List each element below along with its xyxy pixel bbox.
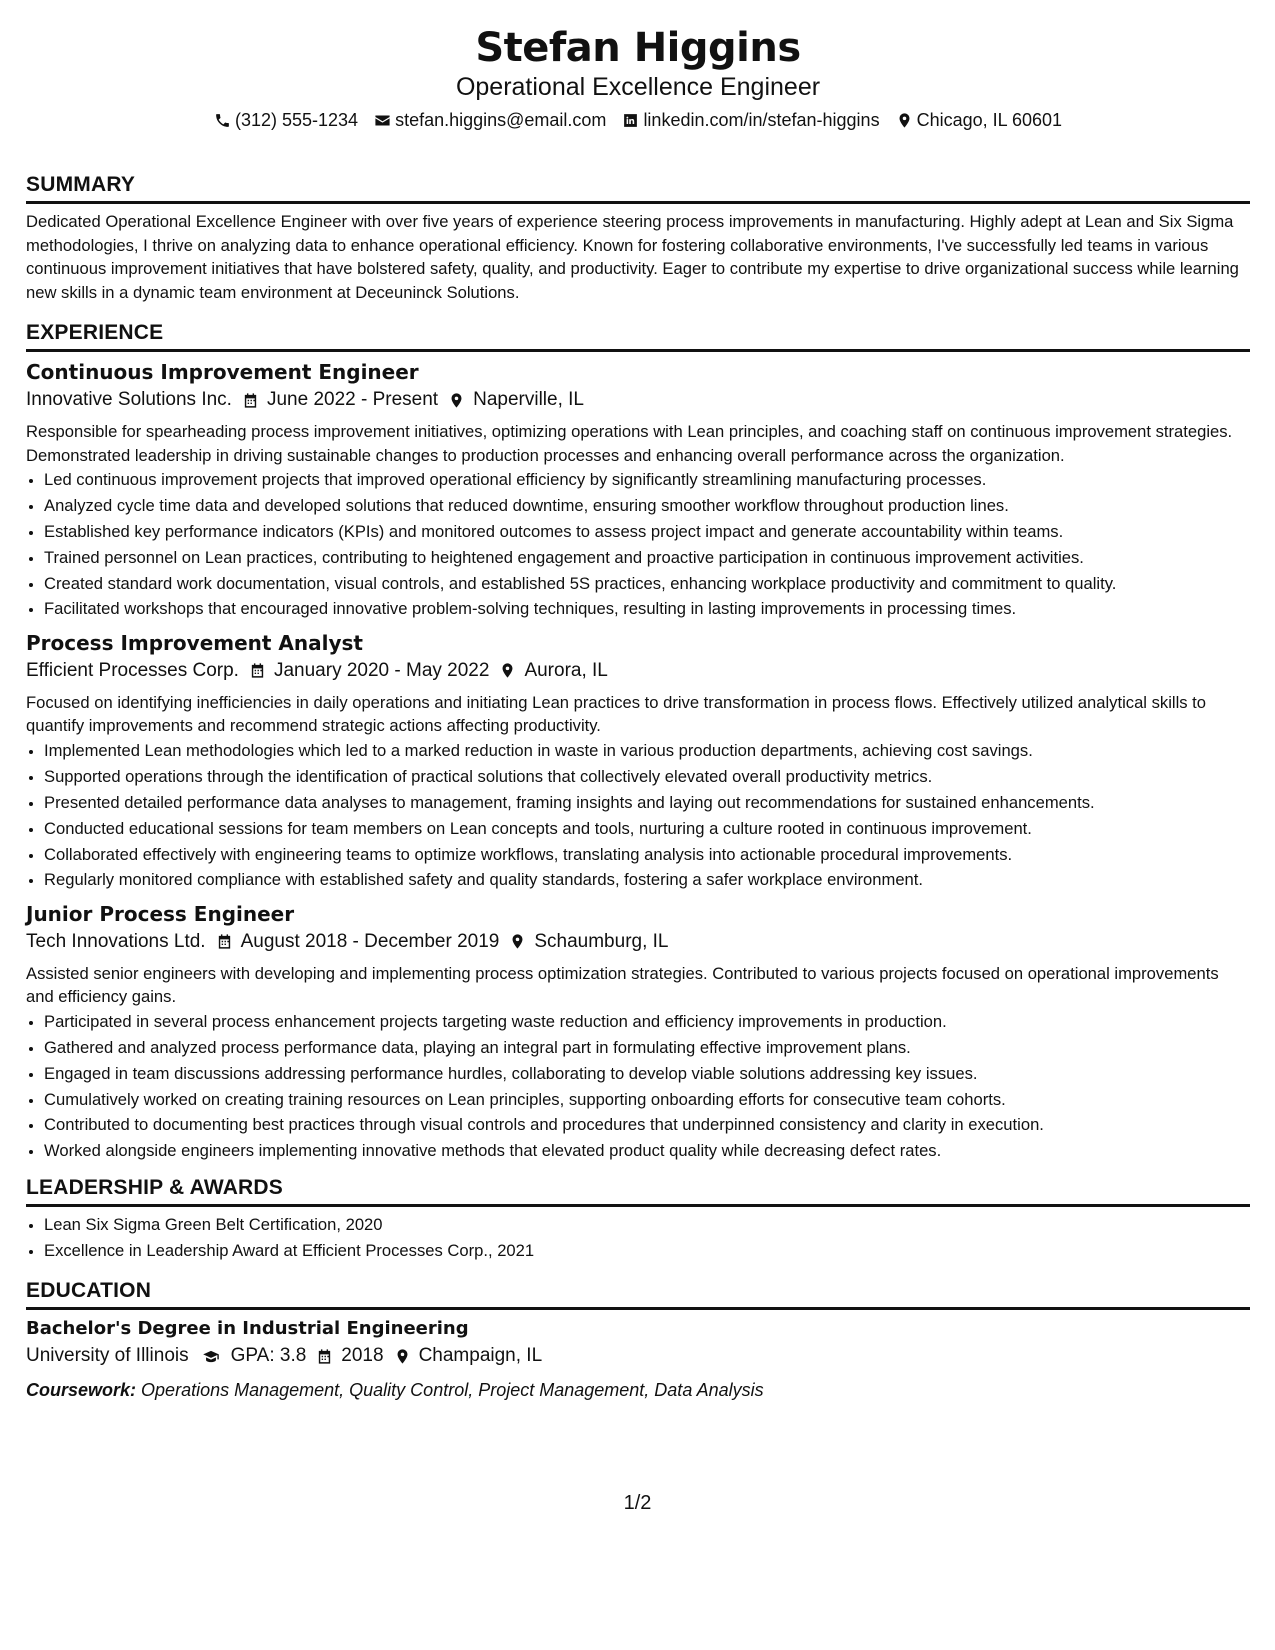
candidate-title: Operational Excellence Engineer — [455, 73, 821, 101]
job-company: Efficient Processes Corp. — [26, 659, 239, 681]
job-entry — [26, 629, 1250, 892]
job-bullet: • Facilitated workshops that encouraged innovative problem-solving techniques, resulting in lasting improvements in processing times. — [44, 597, 1250, 621]
linkedin-icon — [622, 112, 639, 129]
job-bullet: • Created standard work documentation, visual controls, and established 5S practices, enhancing workplace productivity and commitment to quality. — [44, 572, 1250, 596]
coursework-text: Operations Management, Quality Control, Project Management, Data Analysis — [141, 1380, 764, 1401]
job-location-text: Schaumburg, IL — [534, 930, 669, 952]
award-item: • Lean Six Sigma Green Belt Certification, 2020 — [44, 1213, 1250, 1237]
job-entry — [26, 900, 1250, 1163]
education-location — [394, 1342, 543, 1370]
graduation-cap-icon — [199, 1348, 223, 1365]
resume-header — [26, 24, 1250, 132]
job-bullet: • Engaged in team discussions addressing performance hurdles, collaborating to develop viable solutions addressing key issues. — [44, 1062, 1250, 1086]
job-dates-text: August 2018 - December 2019 — [240, 930, 500, 952]
map-pin-icon — [499, 662, 516, 679]
job-bullet: • Led continuous improvement projects that improved operational efficiency by significantly streamlining manufacturing processes. — [44, 468, 1250, 492]
calendar-icon — [316, 1348, 333, 1365]
award-item: • Excellence in Leadership Award at Efficient Processes Corp., 2021 — [44, 1239, 1250, 1263]
job-company: Innovative Solutions Inc. — [26, 389, 232, 410]
summary-section — [26, 172, 1250, 304]
job-title: Process Improvement Analyst — [26, 630, 363, 655]
job-bullet: • Collaborated effectively with engineering teams to optimize workflows, translating analysis into actionable procedural improvements. — [44, 843, 1250, 867]
job-bullet: • Gathered and analyzed process performance data, playing an integral part in formulating effective improvement plans. — [44, 1036, 1250, 1060]
education-meta — [26, 1342, 1250, 1370]
phone-icon — [214, 112, 231, 129]
job-bullet: • Cumulatively worked on creating training resources on Lean principles, supporting onboarding efforts for consecutive team cohorts. — [44, 1088, 1250, 1112]
map-pin-icon — [394, 1348, 411, 1365]
map-pin-icon — [448, 392, 465, 409]
job-entry — [26, 358, 1250, 621]
section-heading-education: EDUCATION — [26, 1278, 1250, 1310]
job-bullets — [26, 739, 1250, 892]
awards-list — [26, 1213, 1250, 1262]
job-bullet: • Analyzed cycle time data and developed solutions that reduced downtime, ensuring smoother workflow throughout production lines. — [44, 494, 1250, 518]
section-heading-summary: SUMMARY — [26, 172, 1250, 204]
job-bullet: • Presented detailed performance data analyses to management, framing insights and laying out recommendations for sustained enhancements. — [44, 791, 1250, 815]
job-description: Responsible for spearheading process improvement initiatives, optimizing operations with Lean principles, and coaching staff on continuous improvement strategies. Demonstrated leadership in driving sustainable changes to production processes and enhancing overall performance across the organization. — [26, 422, 1233, 465]
email-text: stefan.higgins@email.com — [395, 110, 607, 130]
job-bullet: • Regularly monitored compliance with established safety and quality standards, fostering a safer workplace environment. — [44, 868, 1250, 892]
contact-phone — [214, 108, 358, 132]
job-bullet: • Implemented Lean methodologies which led to a marked reduction in waste in various production departments, achieving cost savings. — [44, 739, 1250, 763]
awards-section — [26, 1175, 1250, 1262]
job-dates-text: January 2020 - May 2022 — [273, 659, 490, 681]
contact-location — [896, 108, 1062, 132]
section-heading-awards: LEADERSHIP & AWARDS — [26, 1175, 1250, 1207]
education-section — [26, 1278, 1250, 1404]
page-number: 1/2 — [623, 1492, 652, 1514]
job-dates — [216, 928, 500, 956]
map-pin-icon — [896, 112, 913, 129]
coursework-label: Coursework: — [26, 1380, 137, 1401]
job-bullets — [26, 1010, 1250, 1163]
location-text: Chicago, IL 60601 — [916, 110, 1063, 130]
job-meta — [26, 386, 1250, 414]
job-location — [448, 386, 584, 414]
job-dates — [242, 386, 438, 414]
calendar-icon — [216, 933, 233, 950]
phone-text: (312) 555-1234 — [234, 110, 359, 130]
job-bullet: • Worked alongside engineers implementing innovative methods that elevated product quality while decreasing defect rates. — [44, 1139, 1250, 1163]
education-year — [316, 1342, 383, 1370]
envelope-icon — [374, 112, 391, 129]
job-title: Continuous Improvement Engineer — [26, 360, 419, 384]
job-description: Focused on identifying inefficiencies in daily operations and initiating Lean practices to drive transformation in process flows. Effectively utilized analytical skills to quantify improvements and recommend strategic actions affecting productivity. — [26, 692, 1206, 736]
job-meta — [26, 928, 1250, 956]
education-location-text: Champaign, IL — [418, 1345, 543, 1367]
section-heading-experience: EXPERIENCE — [26, 320, 1250, 352]
job-location — [499, 657, 607, 685]
job-bullets — [26, 468, 1250, 621]
map-pin-icon — [509, 933, 526, 950]
job-bullet: • Trained personnel on Lean practices, contributing to heightened engagement and proactive participation in continuous improvement activities. — [44, 546, 1250, 570]
linkedin-text: linkedin.com/in/stefan-higgins — [643, 110, 880, 130]
contact-info — [26, 108, 1250, 132]
experience-section — [26, 320, 1250, 1163]
education-gpa-text: GPA: 3.8 — [230, 1345, 307, 1367]
job-dates — [249, 657, 489, 685]
job-bullet: • Participated in several process enhancement projects targeting waste reduction and efficiency improvements in production. — [44, 1010, 1250, 1034]
education-coursework — [26, 1376, 1250, 1404]
candidate-name: Stefan Higgins — [475, 25, 801, 71]
education-gpa — [199, 1342, 307, 1370]
contact-email[interactable] — [374, 108, 606, 132]
resume-page — [26, 18, 1250, 1404]
job-location — [509, 928, 668, 956]
job-meta — [26, 657, 1250, 685]
education-year-text: 2018 — [341, 1345, 384, 1367]
job-description: Assisted senior engineers with developing and implementing process optimization strategies. Contributed to various projects focused on operational improvements and efficiency gains. — [26, 963, 1219, 1007]
job-location-text: Naperville, IL — [473, 389, 584, 410]
education-school: University of Illinois — [26, 1345, 189, 1367]
education-degree: Bachelor's Degree in Industrial Engineering — [26, 1318, 469, 1340]
job-location-text: Aurora, IL — [524, 659, 608, 681]
job-dates-text: June 2022 - Present — [266, 389, 439, 410]
contact-linkedin[interactable] — [622, 108, 879, 132]
job-bullet: • Conducted educational sessions for team members on Lean concepts and tools, nurturing a culture rooted in continuous improvement. — [44, 817, 1250, 841]
calendar-icon — [242, 392, 259, 409]
job-bullet: • Supported operations through the identification of practical solutions that collectively elevated overall productivity metrics. — [44, 765, 1250, 789]
job-bullet: • Contributed to documenting best practices through visual controls and procedures that underpinned consistency and clarity in execution. — [44, 1113, 1250, 1137]
calendar-icon — [249, 662, 266, 679]
job-bullet: • Established key performance indicators (KPIs) and monitored outcomes to assess project impact and generate accountability within teams. — [44, 520, 1250, 544]
summary-text: Dedicated Operational Excellence Engineer with over five years of experience steering process improvements in manufacturing. Highly adept at Lean and Six Sigma methodologies, I thrive on analyzing data to enhance operational efficiency. Known for fostering collaborative environments, I've successfully led teams in various continuous improvement initiatives that have bolstered safety, quality, and productivity. Eager to contribute my expertise to drive organizational success while learning new skills in a dynamic team environment at Deceuninck Solutions. — [26, 212, 1239, 302]
job-title: Junior Process Engineer — [26, 901, 295, 926]
job-company: Tech Innovations Ltd. — [26, 930, 206, 952]
